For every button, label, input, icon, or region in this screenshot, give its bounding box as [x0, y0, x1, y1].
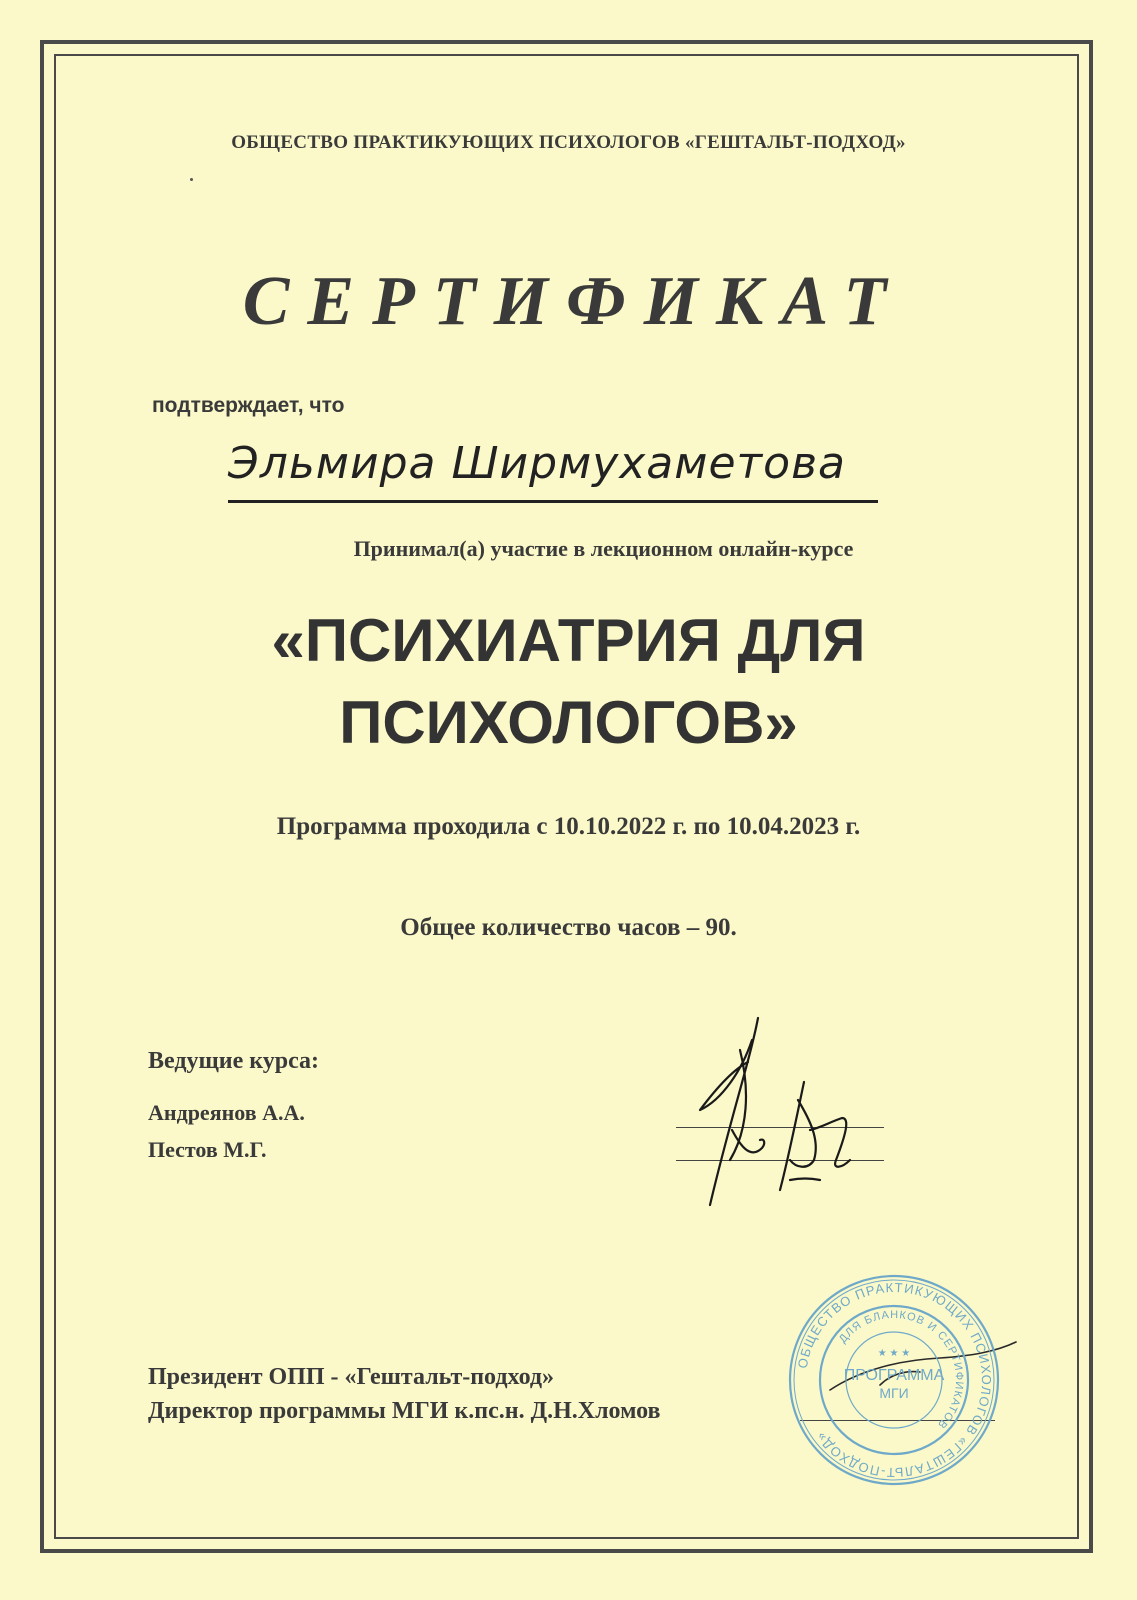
recipient-underline — [228, 500, 878, 503]
certificate-title: СЕРТИФИКАТ — [242, 263, 905, 340]
course-title — [0, 600, 1137, 764]
stamp-center-line-1: ПРОГРАММА — [843, 1367, 945, 1384]
organization-name: ОБЩЕСТВО ПРАКТИКУЮЩИХ ПСИХОЛОГОВ «ГЕШТАЛЬТ-ПОДХОД» — [231, 132, 906, 153]
stamp-center-line-2: МГИ — [879, 1385, 909, 1401]
leaders-label: Ведущие курса: — [148, 1048, 319, 1074]
program-period: Программа проходила с 10.10.2022 г. по 10.04.2023 г. — [276, 813, 861, 840]
leader-name: Андреянов А.А. — [148, 1100, 305, 1125]
leaders-signature-icon — [670, 1010, 890, 1220]
leader-name: Пестов М.Г. — [148, 1137, 267, 1162]
ink-dot — [190, 178, 193, 181]
course-title-line-2: ПСИХОЛОГОВ» — [339, 689, 798, 756]
stamp-outer-text: ОБЩЕСТВО ПРАКТИКУЮЩИХ ПСИХОЛОГОВ «ГЕШТАЛЬТ-ПОДХОД» — [794, 1279, 995, 1481]
director-title: Директор программы МГИ к.пс.н. Д.Н.Хломов — [148, 1398, 661, 1424]
confirms-text: подтверждает, что — [152, 394, 345, 417]
organization-stamp-icon — [786, 1272, 1002, 1488]
course-title-line-1: «ПСИХИАТРИЯ ДЛЯ — [271, 607, 866, 674]
stamp-inner-text: ДЛЯ БЛАНКОВ И СЕРТИФИКАТОВ — [836, 1308, 966, 1432]
participation-text: Принимал(а) участие в лекционном онлайн-курсе — [353, 536, 854, 561]
recipient-name: Эльмира Ширмухаметова — [228, 438, 846, 489]
president-title: Президент ОПП - «Гештальт-подход» — [148, 1364, 555, 1390]
stamp-stars: ★ ★ ★ — [877, 1348, 911, 1359]
total-hours: Общее количество часов – 90. — [400, 914, 737, 941]
